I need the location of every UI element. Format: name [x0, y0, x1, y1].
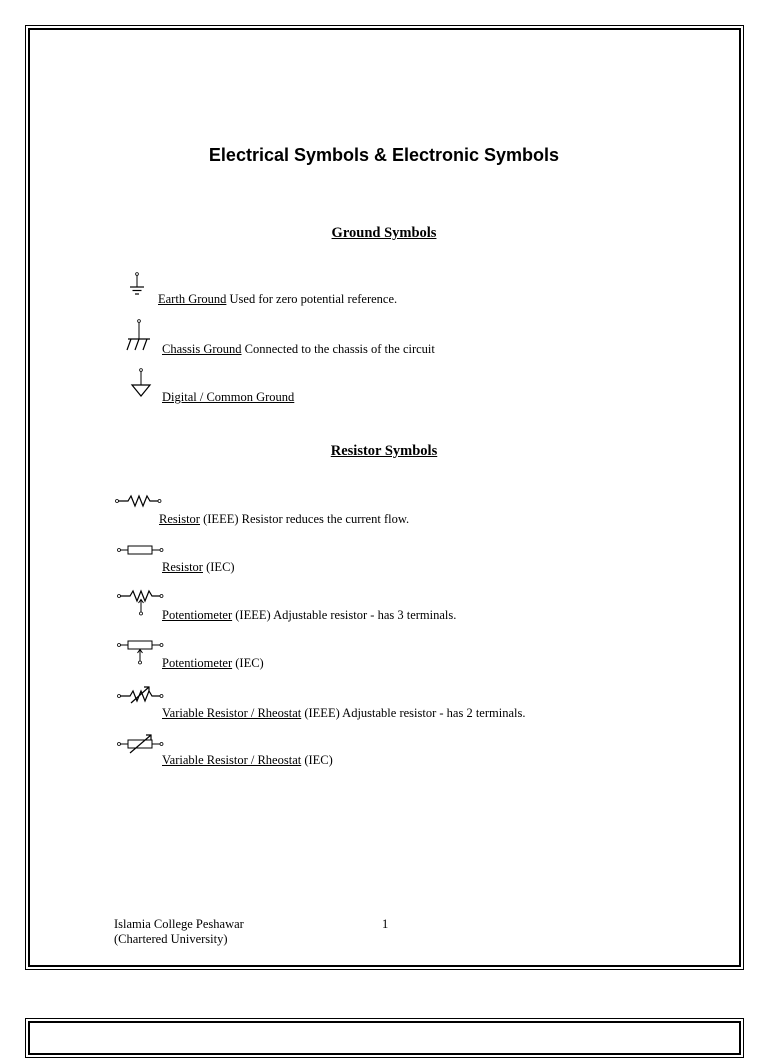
resistor-desc-ieee: (IEEE) Resistor reduces the current flow.	[203, 512, 410, 526]
footer-page-number: 1	[382, 917, 389, 931]
potentiometer-iec-icon	[116, 637, 164, 665]
rheostat-term-iec: Variable Resistor / Rheostat	[162, 753, 302, 767]
potentiometer-desc-iec: (IEC)	[235, 656, 264, 670]
ground-item-common	[162, 390, 294, 405]
rheostat-ieee-icon	[116, 684, 164, 706]
potentiometer-item-iec	[162, 656, 264, 671]
ground-item-earth	[158, 292, 397, 307]
ground-desc-earth: Used for zero potential reference.	[226, 292, 398, 306]
rheostat-term-ieee: Variable Resistor / Rheostat	[162, 706, 302, 720]
ground-term-earth: Earth Ground	[158, 292, 227, 306]
potentiometer-item-ieee	[162, 608, 456, 623]
resistor-term-ieee: Resistor	[159, 512, 200, 526]
rheostat-iec-icon	[116, 733, 164, 755]
resistor-term-iec: Resistor	[162, 560, 203, 574]
ground-item-chassis	[162, 342, 435, 357]
ground-term-chassis: Chassis Ground	[162, 342, 242, 356]
resistor-desc-iec: (IEC)	[206, 560, 235, 574]
potentiometer-ieee-icon	[116, 588, 164, 616]
ground-symbols-heading: Ground Symbols	[331, 225, 437, 241]
chassis-ground-icon	[124, 319, 154, 353]
resistor-symbols-heading: Resistor Symbols	[330, 443, 438, 459]
page-2-frame	[25, 1018, 744, 1058]
footer-institution: Islamia College Peshawar	[114, 917, 244, 931]
resistor-item-ieee	[159, 512, 409, 527]
earth-ground-icon	[128, 272, 148, 300]
resistor-ieee-icon	[114, 493, 162, 509]
potentiometer-term-iec: Potentiometer	[162, 656, 233, 670]
rheostat-desc-iec: (IEC)	[304, 753, 333, 767]
footer-affiliation: (Chartered University)	[114, 932, 228, 946]
rheostat-item-ieee	[162, 706, 525, 721]
ground-desc-chassis: Connected to the chassis of the circuit	[244, 342, 435, 356]
document-title: Electrical Symbols & Electronic Symbols	[208, 145, 560, 165]
potentiometer-desc-ieee: (IEEE) Adjustable resistor - has 3 terminals.	[235, 608, 457, 622]
potentiometer-term-ieee: Potentiometer	[162, 608, 233, 622]
resistor-item-iec	[162, 560, 235, 575]
rheostat-desc-ieee: (IEEE) Adjustable resistor - has 2 terminals.	[304, 706, 526, 720]
ground-term-common: Digital / Common Ground	[162, 390, 295, 404]
common-ground-icon	[130, 368, 152, 400]
resistor-iec-icon	[116, 542, 164, 558]
rheostat-item-iec	[162, 753, 333, 768]
